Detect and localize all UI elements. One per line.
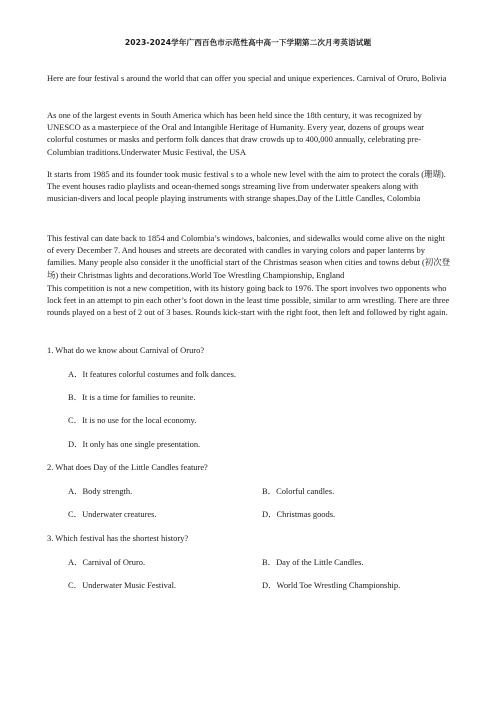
question-3-option-b: B．Day of the Little Candles. xyxy=(262,557,364,567)
question-2-option-b: B．Colorful candles. xyxy=(262,486,335,496)
document-title: 2023-2024学年广西百色市示范性高中高一下学期第二次月考英语试题 xyxy=(124,38,372,47)
question-3-option-a: A．Carnival of Oruro. xyxy=(68,557,146,567)
passage-paragraph-underwater: It starts from 1985 and its founder took music festival s to a whole new level with the aim to protect the corals (珊瑚). The event houses radio playlists and ocean-themed songs streaming live from underwater speakers along with musician-divers and local people playing instruments with strange shapes.Day of the Little Candles, Colombia xyxy=(47,169,446,204)
question-2-option-d: D．Christmas goods. xyxy=(262,509,336,519)
question-1-option-a: A．It features colorful costumes and folk dances. xyxy=(68,369,236,379)
question-2-option-c: C．Underwater creatures. xyxy=(68,509,157,519)
question-3-option-d: D．World Toe Wrestling Championship. xyxy=(262,580,401,590)
passage-paragraph-candles: This festival can date back to 1854 and Colombia’s windows, balconies, and sidewalks would come alive on the night of every December 7. And houses and streets are decorated with candles in varying colors and paper lanterns by families. Many people also consider it the unofficial start of the Christmas season when cities and towns debut (初次登场) their Christmas lights and decorations.World Toe Wrestling Championship, England xyxy=(47,233,451,280)
question-1-option-c: C．It is no use for the local economy. xyxy=(68,415,197,425)
question-3-option-c: C．Underwater Music Festival. xyxy=(68,580,177,590)
question-3-stem: 3. Which festival has the shortest history? xyxy=(47,533,189,543)
question-1-option-b: B．It is a time for families to reunite. xyxy=(68,392,196,402)
passage-paragraph-intro: Here are four festival s around the world that can offer you special and unique experiences. Carnival of Oruro, Bolivia xyxy=(47,73,447,83)
question-2-option-a: A．Body strength. xyxy=(68,486,133,496)
question-1-stem: 1. What do we know about Carnival of Oruro? xyxy=(47,345,205,355)
question-1-option-d: D．It only has one single presentation. xyxy=(68,439,201,449)
passage-paragraph-toe-wrestling: This competition is not a new competition, with its history going back to 1976. The sport involves two opponents who lock feet in an attempt to pin each other’s foot down in the least time possible, similar to arm wrestling. There are three rounds played on a best of 2 out of 3 bases. Rounds kick-start with the right foot, then left and followed by right again. xyxy=(47,283,450,318)
passage-paragraph-oruro: As one of the largest events in South America which has been held since the 18th century, it was recognized by UNESCO as a masterpiece of the Oral and Intangible Heritage of Humanity. Every year, dozens of groups wear colorful costumes or masks and perform folk dances that draw crowds up to 400,000 annually, celebrating pre-Columbian traditions.Underwater Music Festival, the USA xyxy=(47,110,425,157)
question-2-stem: 2. What does Day of the Little Candles feature? xyxy=(47,462,208,472)
